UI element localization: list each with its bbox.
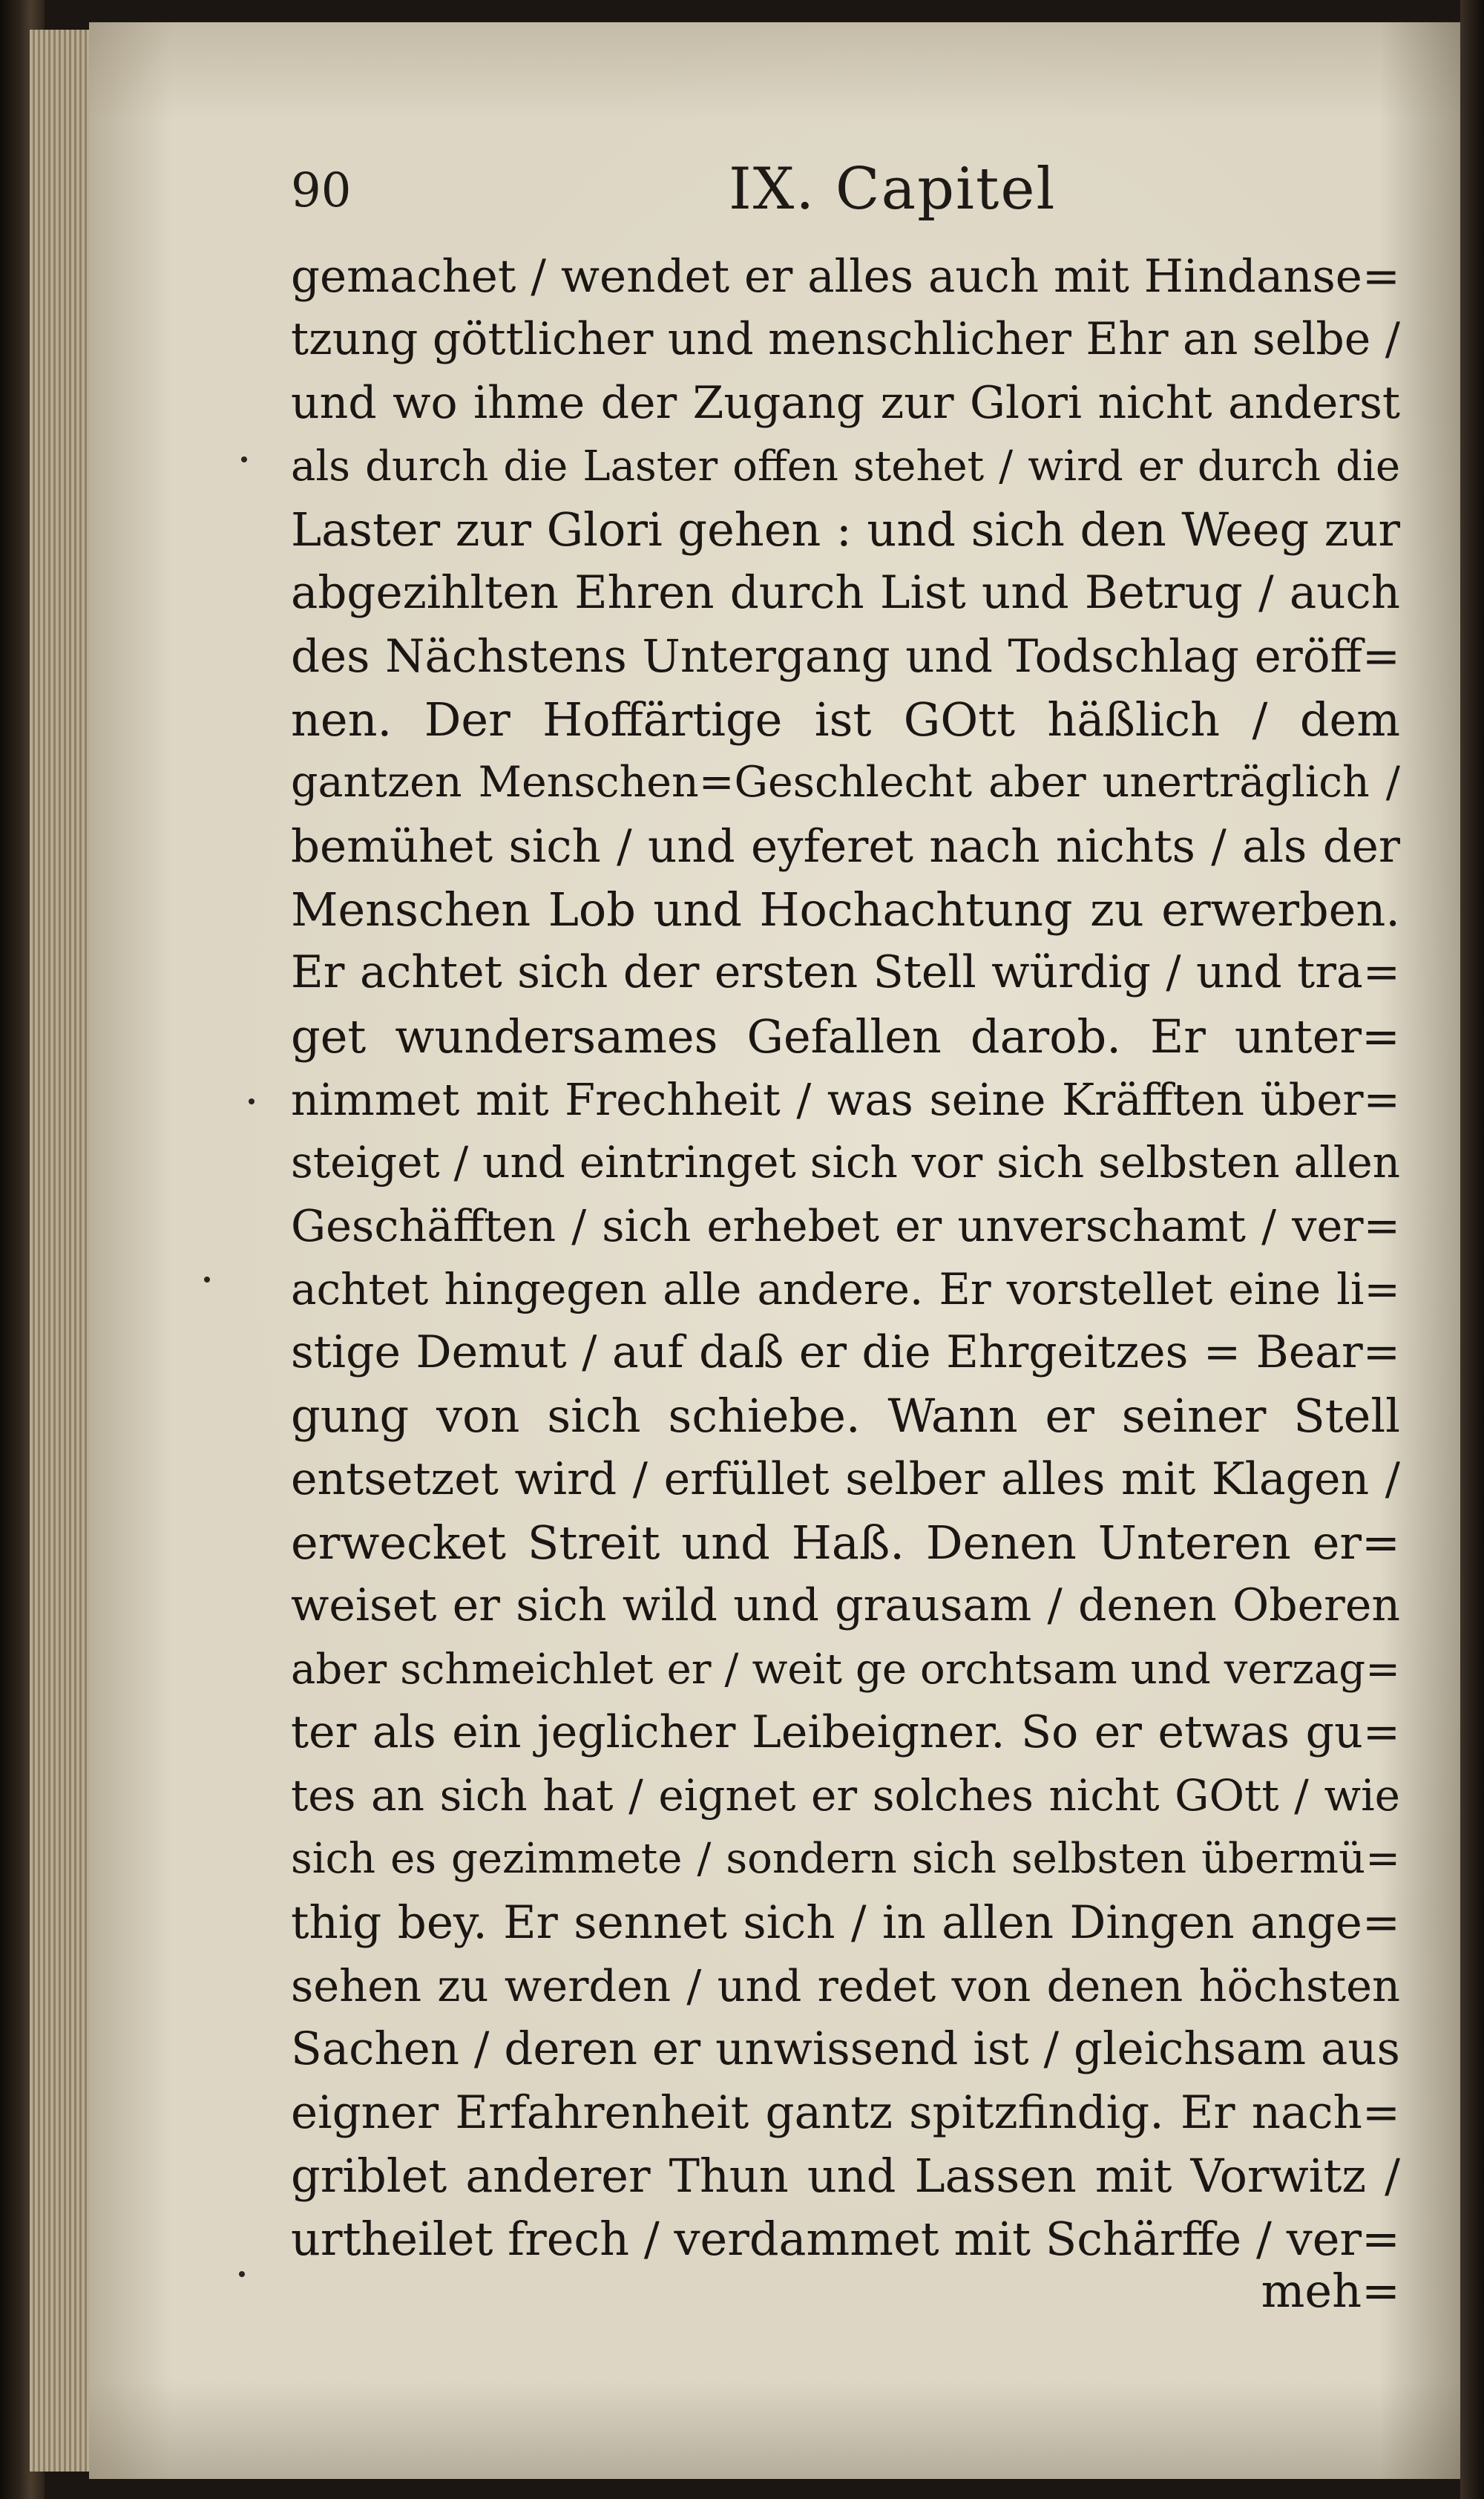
text-line: ter als ein jeglicher Leibeigner. So er etwas gu= [291,1706,1400,1758]
body-text [291,245,1400,2271]
catchword: meh= [1261,2264,1400,2318]
text-line: Sachen / deren er unwissend ist / gleichsam aus [291,2023,1400,2076]
text-line: gantzen Menschen=Geschlecht aber unerträglich / [291,758,1400,808]
text-line: und wo ihme der Zugang zur Glori nicht anderst [291,376,1400,429]
text-line: tes an sich hat / eignet er solches nicht GOtt / wie [291,1770,1400,1821]
ink-speck [204,1277,210,1283]
text-line: weiset er sich wild und grausam / denen Oberen [291,1579,1400,1632]
text-line: stige Demut / auf daß er die Ehrgeitzes = Bear= [291,1326,1400,1379]
text-line: achtet hingegen alle andere. Er vorstellet eine li= [291,1263,1400,1314]
text-line: get wundersames Gefallen darob. Er unter= [291,1009,1400,1064]
text-line: gemachet / wendet er alles auch mit Hindanse= [291,250,1400,303]
text-line: tzung göttlicher und menschlicher Ehr an selbe / [291,313,1400,366]
scan-right-edge [1460,0,1484,2499]
page-number: 90 [291,163,352,218]
text-line: eigner Erfahrenheit gantz spitzfindig. Er nach= [291,2086,1400,2139]
text-line: entsetzet wird / erfüllet selber alles mit Klagen / [291,1452,1400,1505]
text-line: sich es gezimmete / sondern sich selbsten übermü= [291,1835,1400,1884]
text-line: des Nächstens Untergang und Todschlag eröff= [291,629,1400,683]
text-line: abgezihlten Ehren durch List und Betrug / auch [291,566,1400,620]
text-line: als durch die Laster offen stehet / wird er durch die [291,442,1400,491]
text-line: Geschäfften / sich erhebet er unverschamt / ver= [291,1200,1400,1252]
text-line: Er achtet sich der ersten Stell würdig / und tra= [291,946,1400,999]
text-line: erwecket Streit und Haß. Denen Unteren er= [291,1515,1400,1570]
text-line: aber schmeichlet er / weit ge orchtsam und verzag= [291,1645,1400,1694]
chapter-heading: IX. Capitel [729,156,1057,223]
text-line: bemühet sich / und eyferet nach nichts / als der [291,819,1400,873]
text-line: griblet anderer Thun und Lassen mit Vorwitz / [291,2148,1400,2203]
text-line: Menschen Lob und Hochachtung zu erwerben. [291,882,1400,937]
page-edges [30,30,96,2472]
ink-speck [241,456,247,462]
text-line: Laster zur Glori gehen : und sich den Weeg zur [291,502,1400,557]
running-head [291,148,1389,230]
text-line: nimmet mit Frechheit / was seine Kräfften über= [291,1073,1400,1125]
text-line: thig bey. Er sennet sich / in allen Dingen ange= [291,1896,1400,1949]
text-line: nen. Der Hoffärtige ist GOtt häßlich / dem [291,692,1400,747]
text-line: gung von sich schiebe. Wann er seiner Stell [291,1389,1400,1444]
text-line: sehen zu werden / und redet von denen höchsten [291,1960,1400,2012]
text-line: steiget / und eintringet sich vor sich selbsten allen [291,1137,1400,1188]
ink-speck [239,2271,245,2277]
ink-speck [249,1098,255,1104]
text-line: urtheilet frech / verdammet mit Schärffe / ver= [291,2212,1400,2267]
